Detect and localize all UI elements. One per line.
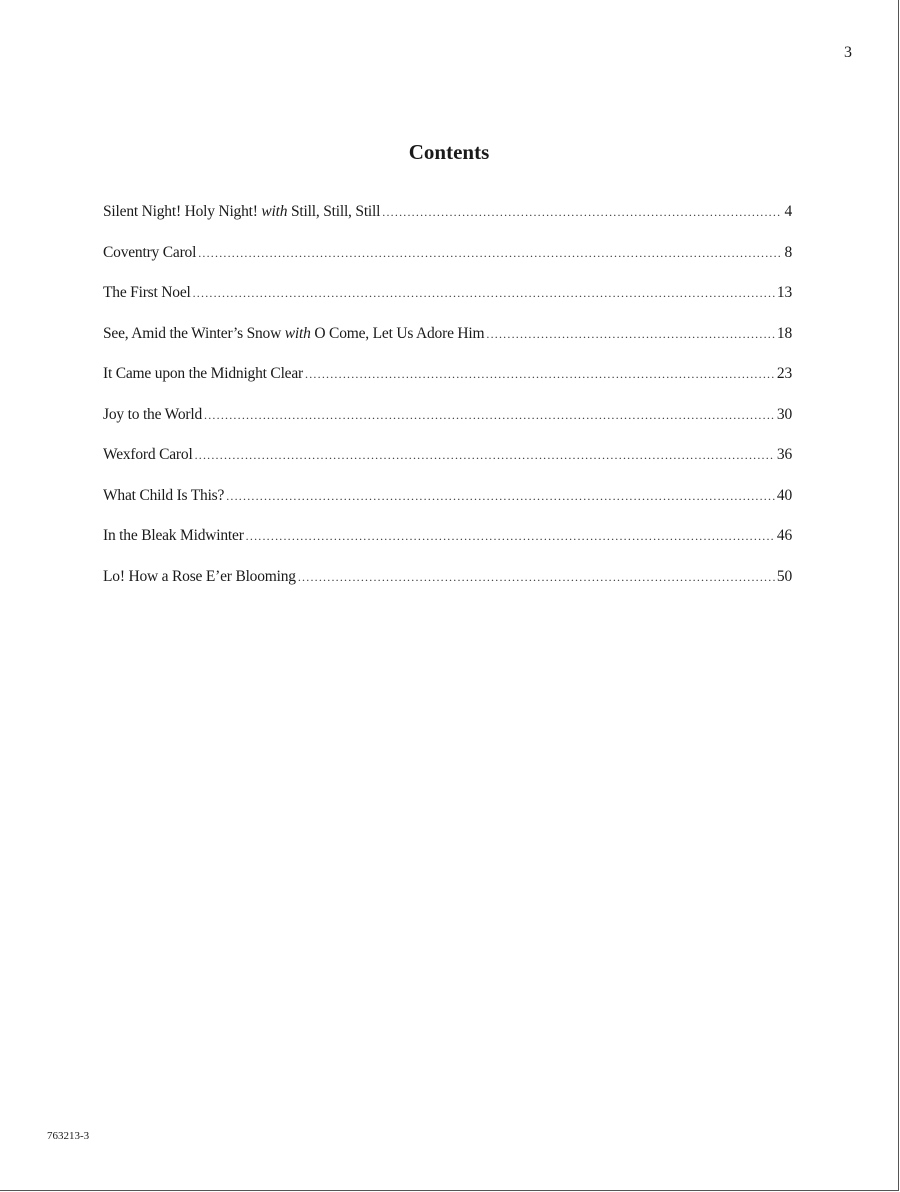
table-of-contents <box>103 203 792 608</box>
toc-entry-title: The First Noel <box>103 284 191 301</box>
toc-entry-title: Lo! How a Rose E’er Blooming <box>103 567 296 585</box>
toc-entry-connector: with <box>284 324 311 342</box>
dot-leader <box>195 448 775 463</box>
dot-leader <box>198 246 782 261</box>
toc-entry[interactable] <box>103 365 792 406</box>
toc-entry[interactable] <box>103 527 792 568</box>
toc-entry[interactable] <box>103 203 792 244</box>
page-title: Contents <box>408 140 490 164</box>
dot-leader <box>246 529 775 544</box>
dot-leader <box>298 570 775 585</box>
toc-entry-title: What Child Is This? <box>103 486 225 504</box>
toc-entry-title: See, Amid the Winter’s Snow with O Come, Let Us Adore Him <box>103 324 485 342</box>
toc-entry[interactable] <box>103 406 792 447</box>
toc-entry-title: Coventry Carol <box>103 243 197 261</box>
dot-leader <box>305 367 775 382</box>
toc-entry-title: In the Bleak Midwinter <box>103 527 244 544</box>
dot-leader <box>193 286 775 301</box>
toc-entry-page: 8 <box>784 243 792 261</box>
toc-entry-page: 30 <box>776 405 792 423</box>
toc-entry-title: Wexford Carol <box>103 446 193 463</box>
dot-leader <box>204 408 775 423</box>
toc-entry-page: 23 <box>776 365 792 382</box>
toc-entry-connector: with <box>261 203 288 220</box>
toc-entry-page: 36 <box>776 446 792 463</box>
toc-entry[interactable] <box>103 487 792 528</box>
toc-entry-title: Silent Night! Holy Night! with Still, Still, Still <box>103 203 381 220</box>
toc-entry-page: 50 <box>776 567 792 585</box>
catalog-number: 763213-3 <box>47 1130 90 1142</box>
dot-leader <box>486 327 775 342</box>
toc-entry[interactable] <box>103 284 792 325</box>
toc-entry-page: 46 <box>776 527 792 544</box>
toc-entry-title: It Came upon the Midnight Clear <box>103 365 304 382</box>
dot-leader <box>226 489 775 504</box>
toc-entry[interactable] <box>103 446 792 487</box>
toc-entry-page: 13 <box>776 284 792 301</box>
page-number: 3 <box>844 44 852 61</box>
toc-entry-page: 40 <box>776 486 792 504</box>
toc-entry[interactable] <box>103 568 792 609</box>
toc-entry-page: 4 <box>784 203 792 220</box>
toc-entry[interactable] <box>103 325 792 366</box>
toc-entry-page: 18 <box>776 324 792 342</box>
dot-leader <box>382 205 782 220</box>
toc-entry-title: Joy to the World <box>103 405 203 423</box>
toc-entry[interactable] <box>103 244 792 285</box>
